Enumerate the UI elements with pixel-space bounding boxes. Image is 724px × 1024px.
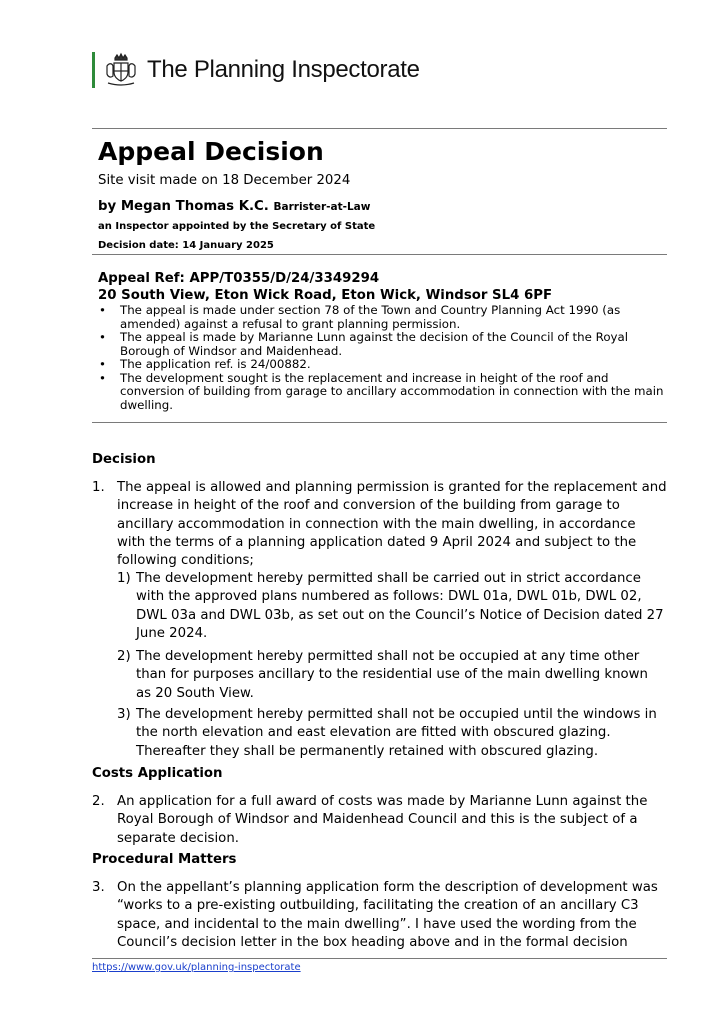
paragraph-text: The appeal is allowed and planning permission is granted for the replacement and increase in height of the roof and conversion of the building from garage to ancillary accommodation in connection with the main dwelling, in accordance with the terms of a planning application dated 9 April 2024 and subject to the following conditions;: [117, 480, 667, 569]
costs-heading: Costs Application: [92, 766, 223, 781]
site-visit-line: Site visit made on 18 December 2024: [98, 173, 351, 188]
condition-3: [117, 706, 667, 761]
page-title: Appeal Decision: [98, 137, 324, 166]
condition-text: The development hereby permitted shall not be occupied until the windows in the north elevation and east elevation are fitted with obscured glazing. Thereafter they shall be permanently retained with obscured glazing.: [136, 707, 657, 759]
footer-link[interactable]: https://www.gov.uk/planning-inspectorate: [92, 962, 301, 973]
decision-paragraph: [92, 479, 667, 570]
box-divider: [92, 422, 667, 423]
condition-number: 2): [117, 649, 131, 664]
condition-2: [117, 648, 667, 703]
list-item: • The appeal is made under section 78 of the Town and Country Planning Act 1990 (as amended) against a refusal to grant planning permission.: [95, 304, 665, 331]
footer-divider: [92, 958, 667, 959]
paragraph-number: 2.: [92, 794, 105, 809]
costs-paragraph: [92, 793, 667, 848]
appeal-address: 20 South View, Eton Wick Road, Eton Wick, Windsor SL4 6PF: [98, 288, 553, 303]
decision-heading: Decision: [92, 452, 156, 467]
list-item: • The appeal is made by Marianne Lunn against the decision of the Council of the Royal Borough of Windsor and Maidenhead.: [95, 331, 665, 358]
paragraph-text: An application for a full award of costs was made by Marianne Lunn against the Royal Borough of Windsor and Maidenhead Council and this is the subject of a separate decision.: [117, 794, 648, 846]
paragraph-number: 3.: [92, 880, 105, 895]
list-item: • The application ref. is 24/00882.: [95, 358, 665, 372]
condition-text: The development hereby permitted shall not be occupied at any time other than for purposes ancillary to the residential use of the main dwelling known as 20 South View.: [136, 649, 648, 701]
appeal-ref: Appeal Ref: APP/T0355/D/24/3349294: [98, 271, 380, 286]
appointment-line: an Inspector appointed by the Secretary of State: [98, 221, 376, 232]
appeal-details-list: [95, 304, 665, 412]
procedural-paragraph: [92, 879, 667, 952]
page-header: [92, 50, 420, 90]
decision-date: Decision date: 14 January 2025: [98, 240, 274, 251]
header-divider: [92, 254, 667, 255]
royal-crest-icon: [103, 52, 139, 88]
paragraph-number: 1.: [92, 480, 105, 495]
inspector-qualification: Barrister-at-Law: [273, 201, 371, 213]
condition-text: The development hereby permitted shall be carried out in strict accordance with the approved plans numbered as follows: DWL 01a, DWL 01b, DWL 02, DWL 03a and DWL 03b, as set out on the Council’s Notice of Decision dated 27 June 2024.: [136, 571, 664, 641]
list-item: • The development sought is the replacement and increase in height of the roof and conversion of building from garage to ancillary accommodation in connection with the main dwelling.: [95, 372, 665, 413]
top-divider: [92, 128, 667, 129]
organisation-name: The Planning Inspectorate: [147, 56, 420, 83]
brand-bar: [92, 52, 95, 88]
condition-number: 3): [117, 707, 131, 722]
appeal-reference-block: [98, 270, 552, 304]
condition-number: 1): [117, 571, 131, 586]
paragraph-text: On the appellant’s planning application form the description of development was “works to a pre-existing outbuilding, facilitating the creation of an ancillary C3 space, and incidental to the main dwelling”. I have used the wording from the Council’s decision letter in the box heading above and in the formal decision: [117, 880, 658, 950]
condition-1: [117, 570, 667, 643]
inspector-byline: [98, 199, 370, 214]
procedural-heading: Procedural Matters: [92, 852, 237, 867]
inspector-name: by Megan Thomas K.C.: [98, 199, 269, 214]
